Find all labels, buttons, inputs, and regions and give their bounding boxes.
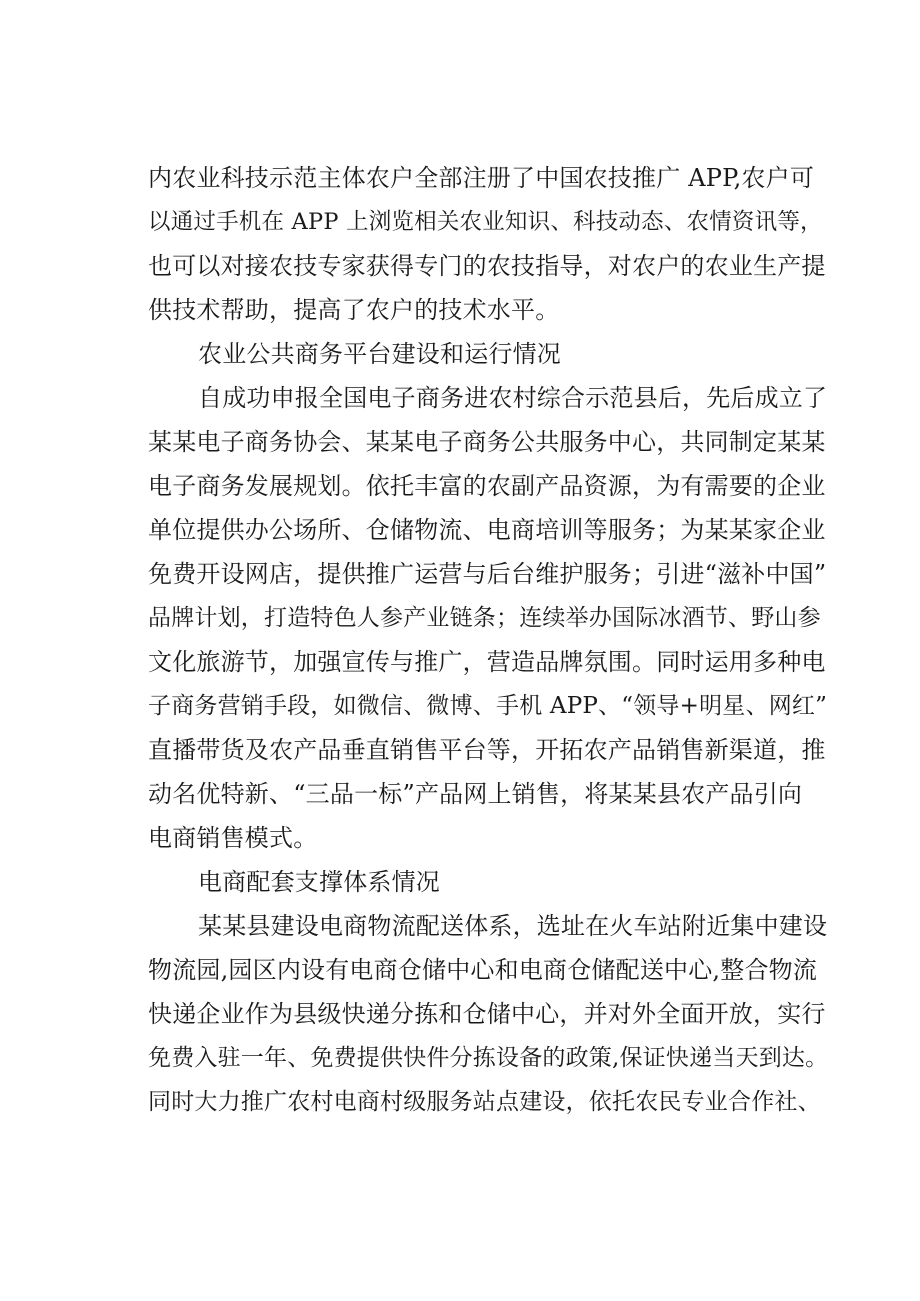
paragraph-line: 也可以对接农技专家获得专门的农技指导，对农户的农业生产提	[148, 252, 826, 280]
paragraph-line: 单位提供办公场所、仓储物流、电商培训等服务；为某某家企业	[148, 516, 826, 544]
paragraph-line: 子商务营销手段，如微信、微博、手机 APP、“领导+明星、网红”	[148, 693, 828, 719]
paragraph-line: 品牌计划，打造特色人参产业链条；连续举办国际冰酒节、野山参	[148, 605, 821, 631]
paragraph-line: 同时大力推广农村电商村级服务站点建设，依托农民专业合作社、	[148, 1089, 821, 1115]
section-heading: 农业公共商务平台建设和运行情况	[198, 340, 561, 368]
paragraph-line: 文化旅游节，加强宣传与推广，营造品牌氛围。同时运用多种电	[148, 648, 826, 676]
paragraph-line: 直播带货及农产品垂直销售平台等，开拓农产品销售新渠道，推	[148, 736, 826, 764]
paragraph-line: 电子商务发展规划。依托丰富的农副产品资源，为有需要的企业	[148, 472, 826, 500]
paragraph-line: 某某县建设电商物流配送体系，选址在火车站附近集中建设	[198, 912, 828, 940]
paragraph-line: 动名优特新、“三品一标”产品网上销售，将某某县农产品引向	[148, 780, 803, 808]
paragraph-line: 某某电子商务协会、某某电子商务公共服务中心，共同制定某某	[148, 428, 826, 456]
paragraph-line: 供技术帮助，提高了农户的技术水平。	[148, 296, 560, 324]
paragraph-line: 快递企业作为县级快递分拣和仓储中心，并对外全面开放，实行	[148, 1000, 826, 1028]
paragraph-line: 免费入驻一年、免费提供快件分拣设备的政策,保证快递当天到达。	[148, 1045, 829, 1071]
paragraph-line: 以通过手机在 APP 上浏览相关农业知识、科技动态、农情资讯等，	[148, 209, 823, 235]
paragraph-line: 物流园,园区内设有电商仓储中心和电商仓储配送中心,整合物流	[148, 956, 818, 984]
paragraph-line: 内农业科技示范主体农户全部注册了中国农技推广 APP,农户可	[148, 164, 815, 192]
paragraph-line: 免费开设网店，提供推广运营与后台维护服务；引进“滋补中国”	[148, 560, 827, 588]
paragraph-line: 自成功申报全国电子商务进农村综合示范县后，先后成立了	[198, 384, 828, 412]
section-heading: 电商配套支撑体系情况	[198, 868, 440, 896]
paragraph-line: 电商销售模式。	[148, 824, 318, 852]
